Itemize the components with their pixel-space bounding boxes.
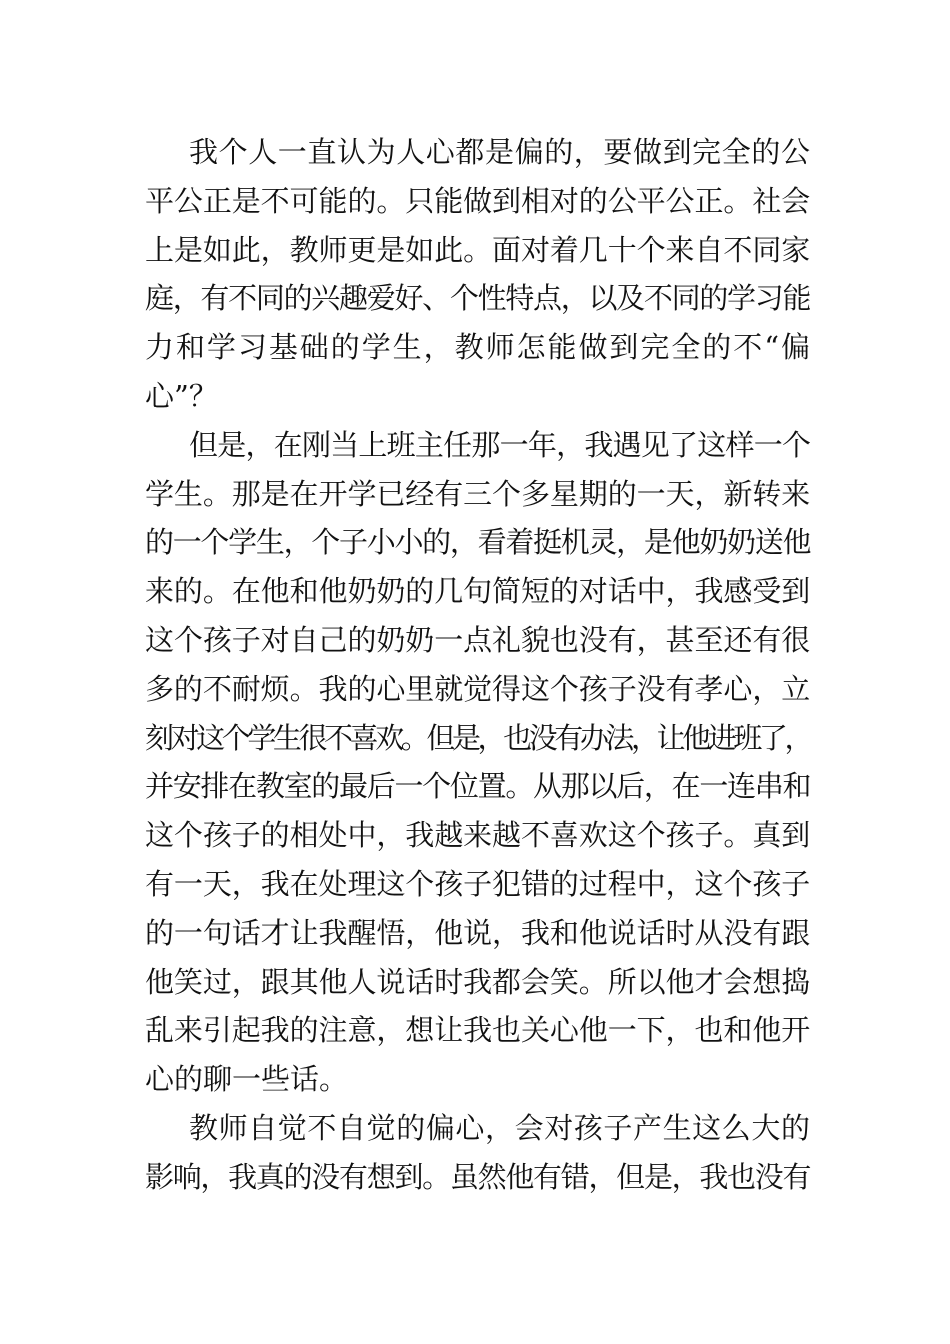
text-line: 上是如此，教师更是如此。面对着几十个来自不同家 bbox=[145, 232, 810, 267]
text-line: 庭，有不同的兴趣爱好、个性特点，以及不同的学习能 bbox=[145, 281, 810, 316]
paragraph-3 bbox=[145, 1104, 810, 1202]
paragraph-2 bbox=[145, 421, 810, 1104]
text-line: 多的不耐烦。我的心里就觉得这个孩子没有孝心，立 bbox=[145, 671, 810, 706]
text-line: 教师自觉不自觉的偏心，会对孩子产生这么大的 bbox=[189, 1110, 810, 1145]
paragraph-1 bbox=[145, 128, 810, 421]
text-line: 心”？ bbox=[145, 378, 218, 413]
text-line: 的一句话才让我醒悟，他说，我和他说话时从没有跟 bbox=[145, 915, 810, 950]
text-line: 学生。那是在开学已经有三个多星期的一天，新转来 bbox=[145, 476, 810, 511]
text-line: 力和学习基础的学生，教师怎能做到完全的不“偏 bbox=[145, 330, 810, 365]
text-line: 并安排在教室的最后一个位置。从那以后，在一连串和 bbox=[145, 769, 810, 804]
text-line: 乱来引起我的注意，想让我也关心他一下，也和他开 bbox=[145, 1013, 810, 1048]
text-line: 这个孩子对自己的奶奶一点礼貌也没有，甚至还有很 bbox=[145, 622, 810, 657]
text-line: 影响，我真的没有想到。虽然他有错，但是，我也没有 bbox=[145, 1159, 810, 1194]
text-line: 的一个学生，个子小小的，看着挺机灵，是他奶奶送他 bbox=[145, 525, 810, 560]
text-line: 但是，在刚当上班主任那一年，我遇见了这样一个 bbox=[189, 427, 810, 462]
text-line: 来的。在他和他奶奶的几句简短的对话中，我感受到 bbox=[145, 574, 810, 609]
text-line: 有一天，我在处理这个孩子犯错的过程中，这个孩子 bbox=[145, 866, 810, 901]
text-line: 我个人一直认为人心都是偏的，要做到完全的公 bbox=[189, 135, 810, 169]
text-line: 这个孩子的相处中，我越来越不喜欢这个孩子。真到 bbox=[145, 818, 810, 853]
text-line: 平公正是不可能的。只能做到相对的公平公正。社会 bbox=[145, 183, 810, 218]
text-line: 刻对这个学生很不喜欢。但是，也没有办法，让他进班了， bbox=[145, 720, 810, 755]
document-body bbox=[145, 128, 810, 1202]
text-line: 他笑过，跟其他人说话时我都会笑。所以他才会想捣 bbox=[145, 964, 810, 999]
text-line: 心的聊一些话。 bbox=[145, 1062, 349, 1097]
